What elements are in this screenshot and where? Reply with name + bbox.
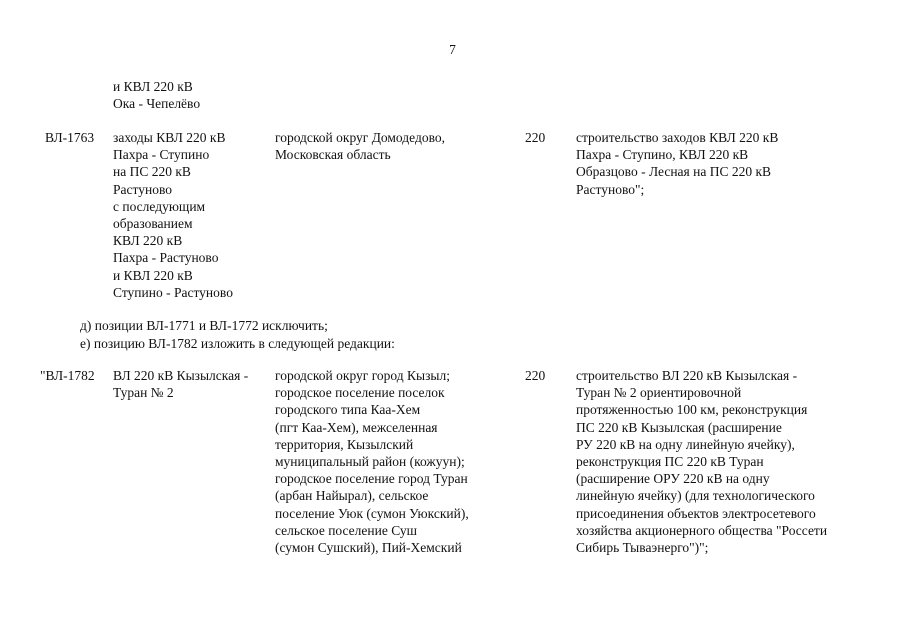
- text-line: ВЛ 220 кВ Кызылская -: [113, 368, 249, 383]
- text-line: (арбан Найырал), сельское: [275, 488, 429, 504]
- text-line: Пахра - Растуново: [113, 250, 219, 266]
- paragraph-e: е) позицию ВЛ-1782 изложить в следующей редакции:: [80, 336, 395, 351]
- continuation-name-cell: [113, 78, 200, 112]
- text-line: с последующим: [113, 198, 206, 214]
- text-line: присоединения объектов электросетевого: [576, 505, 816, 521]
- text-line: Пахра - Ступино, КВЛ 220 кВ: [576, 147, 749, 163]
- text-line: Растуново: [113, 181, 172, 197]
- text-line: и КВЛ 220 кВ: [113, 267, 193, 283]
- text-line: муниципальный район (кожуун);: [275, 454, 465, 470]
- page-number: 7: [449, 42, 456, 57]
- text-line: (пгт Каа-Хем), межселенная: [275, 419, 438, 435]
- text-line: Ока - Чепелёво: [113, 96, 201, 112]
- row1-location-cell: [275, 129, 445, 163]
- voltage-value: 220: [525, 130, 546, 145]
- text-line: Туран № 2: [113, 385, 174, 401]
- row2-code-cell: [40, 367, 95, 384]
- text-line: РУ 220 кВ на одну линейную ячейку),: [576, 436, 795, 452]
- text-line: сельское поселение Суш: [275, 522, 418, 538]
- row1-name-cell: [113, 129, 233, 301]
- text-line: (расширение ОРУ 220 кВ на одну: [576, 471, 770, 487]
- text-line: Сибирь Тываэнерго")";: [576, 540, 709, 556]
- text-line: территория, Кызылский: [275, 436, 414, 452]
- text-line: городское поселение город Туран: [275, 471, 468, 487]
- row2-voltage-cell: [525, 367, 545, 384]
- text-line: Растуново";: [576, 181, 645, 197]
- text-line: городского типа Каа-Хем: [275, 402, 421, 418]
- row-code: ВЛ-1763: [45, 130, 95, 145]
- row1-description-cell: [576, 129, 778, 198]
- text-line: Образцово - Лесная на ПС 220 кВ: [576, 164, 772, 180]
- text-line: КВЛ 220 кВ: [113, 233, 183, 249]
- text-line: (сумон Сушский), Пий-Хемский: [275, 540, 462, 556]
- row2-name-cell: [113, 367, 248, 401]
- text-line: заходы КВЛ 220 кВ: [113, 130, 226, 145]
- text-line: городское поселение поселок: [275, 385, 445, 401]
- text-line: городской округ город Кызыл;: [275, 368, 450, 383]
- row-code: "ВЛ-1782: [40, 368, 95, 383]
- row1-voltage-cell: [525, 129, 545, 146]
- row1-code-cell: [45, 129, 94, 146]
- text-line: Московская область: [275, 147, 391, 163]
- text-line: строительство заходов КВЛ 220 кВ: [576, 130, 779, 145]
- row2-description-cell: [576, 367, 827, 556]
- paragraph-d: д) позиции ВЛ-1771 и ВЛ-1772 исключить;: [80, 318, 328, 333]
- text-line: поселение Уюк (сумон Уюкский),: [275, 505, 469, 521]
- text-line: Пахра - Ступино: [113, 147, 210, 163]
- text-line: Туран № 2 ориентировочной: [576, 385, 742, 401]
- text-line: реконструкция ПС 220 кВ Туран: [576, 454, 764, 470]
- row2-location-cell: [275, 367, 469, 556]
- text-line: образованием: [113, 216, 193, 232]
- text-line: городской округ Домодедово,: [275, 130, 446, 145]
- text-line: хозяйства акционерного общества "Россети: [576, 522, 828, 538]
- text-line: на ПС 220 кВ: [113, 164, 191, 180]
- text-line: ПС 220 кВ Кызылская (расширение: [576, 419, 782, 435]
- text-line: и КВЛ 220 кВ: [113, 79, 193, 94]
- text-line: протяженностью 100 км, реконструкция: [576, 402, 808, 418]
- text-line: строительство ВЛ 220 кВ Кызылская -: [576, 368, 798, 383]
- text-line: линейную ячейку) (для технологического: [576, 488, 815, 504]
- text-line: Ступино - Растуново: [113, 284, 233, 300]
- voltage-value: 220: [525, 368, 546, 383]
